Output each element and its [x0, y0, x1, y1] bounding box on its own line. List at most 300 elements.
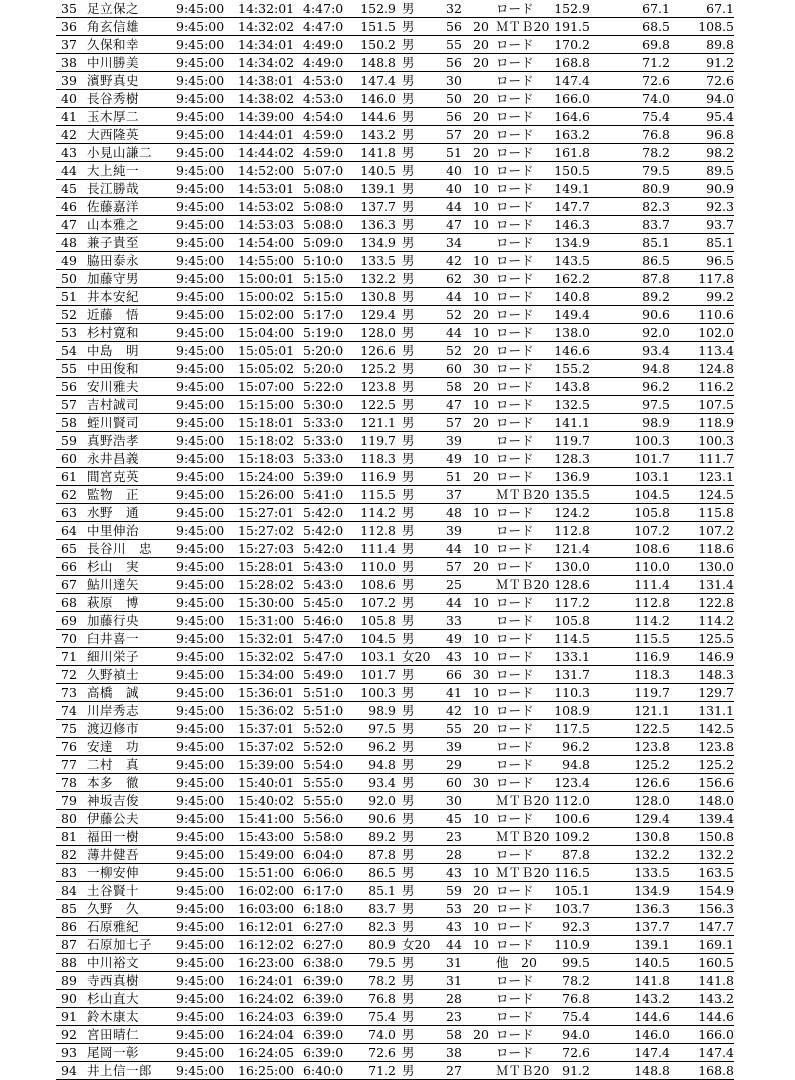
total-points-cell: 102.0	[698, 325, 734, 340]
rank-cell: 63	[61, 505, 77, 520]
sex-cell: 男	[402, 289, 415, 304]
score-cell: 97.5	[368, 721, 396, 736]
sex-cell: 男	[402, 613, 415, 628]
age-cell: 38	[446, 1045, 462, 1060]
age-bonus-cell: 10	[473, 865, 489, 880]
total-points-cell: 143.2	[698, 991, 734, 1006]
rank-cell: 93	[61, 1045, 77, 1060]
table-row	[56, 468, 734, 486]
sex-cell: 男	[402, 325, 415, 340]
points-cell: 103.1	[634, 469, 670, 484]
start-time-cell: 9:45:00	[176, 1009, 225, 1024]
table-row	[56, 126, 734, 144]
rank-cell: 50	[61, 271, 77, 286]
total-points-cell: 141.8	[698, 973, 734, 988]
bike-type-cell: ロード	[496, 271, 534, 286]
rank-cell: 82	[61, 847, 77, 862]
sex-cell: 男	[402, 919, 415, 934]
rank-cell: 52	[61, 307, 77, 322]
adjusted-score-cell: 131.7	[554, 667, 590, 682]
points-cell: 98.9	[642, 415, 670, 430]
adjusted-score-cell: 119.7	[554, 433, 590, 448]
elapsed-time-cell: 5:56:0	[303, 811, 344, 826]
start-time-cell: 9:45:00	[176, 595, 225, 610]
total-points-cell: 100.3	[698, 433, 734, 448]
points-cell: 87.8	[642, 271, 670, 286]
name-cell: 久保和幸	[87, 37, 140, 52]
total-points-cell: 123.8	[698, 739, 734, 754]
bike-type-cell: ロード	[496, 181, 534, 196]
adjusted-score-cell: 191.5	[554, 19, 590, 34]
adjusted-score-cell: 147.4	[554, 73, 590, 88]
total-points-cell: 99.2	[706, 289, 734, 304]
bike-type-cell: ロード	[496, 163, 534, 178]
bike-type-cell: ロード	[496, 703, 534, 718]
bike-type-cell: ロード	[496, 469, 534, 484]
name-cell: 本多 徹	[87, 775, 140, 790]
name-cell: 中川裕文	[87, 955, 140, 970]
age-bonus-cell: 20	[473, 109, 489, 124]
elapsed-time-cell: 4:54:0	[303, 109, 344, 124]
rank-cell: 79	[61, 793, 77, 808]
score-cell: 134.9	[360, 235, 396, 250]
start-time-cell: 9:45:00	[176, 865, 225, 880]
sex-cell: 男	[402, 847, 415, 862]
table-row	[56, 288, 734, 306]
elapsed-time-cell: 5:49:0	[303, 667, 344, 682]
start-time-cell: 9:45:00	[176, 1, 225, 16]
finish-time-cell: 15:43:00	[238, 829, 295, 844]
bike-type-cell: ロード	[496, 235, 534, 250]
score-cell: 78.2	[368, 973, 396, 988]
name-cell: 足立保之	[87, 1, 140, 16]
bike-type-cell: 他 20	[496, 955, 537, 970]
total-points-cell: 90.9	[706, 181, 734, 196]
adjusted-score-cell: 124.2	[554, 505, 590, 520]
bike-type-cell: ロード	[496, 919, 534, 934]
sex-cell: 男	[402, 199, 415, 214]
elapsed-time-cell: 4:49:0	[303, 55, 344, 70]
table-row	[56, 396, 734, 414]
score-cell: 75.4	[368, 1009, 396, 1024]
rank-cell: 84	[61, 883, 77, 898]
bike-type-cell: ロード	[496, 37, 534, 52]
age-cell: 40	[446, 163, 462, 178]
name-cell: 石原雅紀	[87, 919, 140, 934]
score-cell: 119.7	[360, 433, 396, 448]
name-cell: 渡辺修市	[87, 721, 140, 736]
age-cell: 44	[446, 937, 462, 952]
elapsed-time-cell: 5:07:0	[303, 163, 344, 178]
name-cell: 長谷川 忠	[87, 541, 153, 556]
start-time-cell: 9:45:00	[176, 991, 225, 1006]
points-cell: 116.9	[634, 649, 670, 664]
score-cell: 140.5	[360, 163, 396, 178]
age-cell: 50	[446, 91, 462, 106]
score-cell: 86.5	[368, 865, 396, 880]
score-cell: 146.0	[360, 91, 396, 106]
adjusted-score-cell: 170.2	[554, 37, 590, 52]
rank-cell: 88	[61, 955, 77, 970]
bike-type-cell: ロード	[496, 631, 534, 646]
name-cell: 宮田晴仁	[87, 1027, 140, 1042]
adjusted-score-cell: 94.0	[562, 1027, 590, 1042]
table-row	[56, 1008, 734, 1026]
name-cell: 中里伸治	[87, 523, 140, 538]
rank-cell: 86	[61, 919, 77, 934]
score-cell: 90.6	[368, 811, 396, 826]
name-cell: 大西隆英	[87, 127, 140, 142]
finish-time-cell: 15:34:00	[238, 667, 295, 682]
finish-time-cell: 15:30:00	[238, 595, 295, 610]
total-points-cell: 108.5	[698, 19, 734, 34]
adjusted-score-cell: 114.5	[554, 631, 590, 646]
name-cell: 井本安紀	[87, 289, 140, 304]
sex-cell: 男	[402, 307, 415, 322]
sex-cell: 男	[402, 433, 415, 448]
sex-cell: 男	[402, 55, 415, 70]
adjusted-score-cell: 110.9	[554, 937, 590, 952]
elapsed-time-cell: 5:33:0	[303, 415, 344, 430]
finish-time-cell: 16:12:01	[238, 919, 295, 934]
points-cell: 101.7	[634, 451, 670, 466]
elapsed-time-cell: 6:39:0	[303, 1009, 344, 1024]
points-cell: 79.5	[642, 163, 670, 178]
total-points-cell: 123.1	[698, 469, 734, 484]
sex-cell: 男	[402, 901, 415, 916]
table-row	[56, 828, 734, 846]
age-bonus-cell: 20	[473, 415, 489, 430]
table-row	[56, 936, 734, 954]
elapsed-time-cell: 6:06:0	[303, 865, 344, 880]
adjusted-score-cell: 149.4	[554, 307, 590, 322]
name-cell: 伊藤公夫	[87, 811, 140, 826]
score-cell: 110.0	[360, 559, 396, 574]
sex-cell: 男	[402, 991, 415, 1006]
adjusted-score-cell: 164.6	[554, 109, 590, 124]
age-cell: 27	[446, 1063, 462, 1078]
total-points-cell: 144.6	[698, 1009, 734, 1024]
points-cell: 100.3	[634, 433, 670, 448]
score-cell: 123.8	[360, 379, 396, 394]
name-cell: 長江勝哉	[87, 181, 140, 196]
sex-cell: 男	[402, 757, 415, 772]
age-bonus-cell: 10	[473, 199, 489, 214]
bike-type-cell: ロード	[496, 325, 534, 340]
start-time-cell: 9:45:00	[176, 343, 225, 358]
table-row	[56, 486, 734, 504]
name-cell: 真野浩孝	[87, 433, 140, 448]
finish-time-cell: 15:18:01	[238, 415, 295, 430]
age-cell: 57	[446, 559, 462, 574]
table-row	[56, 666, 734, 684]
elapsed-time-cell: 4:59:0	[303, 127, 344, 142]
sex-cell: 女20	[402, 937, 431, 952]
score-cell: 122.5	[360, 397, 396, 412]
points-cell: 114.2	[634, 613, 670, 628]
name-cell: 安達 功	[87, 739, 140, 754]
name-cell: 杉村寛和	[87, 325, 140, 340]
score-cell: 147.4	[360, 73, 396, 88]
score-cell: 141.8	[360, 145, 396, 160]
rank-cell: 55	[61, 361, 77, 376]
bike-type-cell: ロード	[496, 721, 534, 736]
sex-cell: 男	[402, 73, 415, 88]
rank-cell: 74	[61, 703, 77, 718]
name-cell: 安川雅夫	[87, 379, 140, 394]
table-row	[56, 918, 734, 936]
sex-cell: 男	[402, 235, 415, 250]
age-cell: 34	[446, 235, 462, 250]
sex-cell: 男	[402, 379, 415, 394]
adjusted-score-cell: 91.2	[562, 1063, 590, 1078]
bike-type-cell: ロード	[496, 451, 534, 466]
name-cell: 尾岡一彰	[87, 1045, 140, 1060]
total-points-cell: 91.2	[706, 55, 734, 70]
age-bonus-cell: 10	[473, 289, 489, 304]
name-cell: 長谷秀樹	[87, 91, 140, 106]
rank-cell: 65	[61, 541, 77, 556]
finish-time-cell: 15:02:00	[238, 307, 295, 322]
rank-cell: 64	[61, 523, 77, 538]
age-cell: 55	[446, 721, 462, 736]
name-cell: 鮎川達矢	[87, 577, 140, 592]
table-row	[56, 72, 734, 90]
age-cell: 28	[446, 991, 462, 1006]
table-row	[56, 504, 734, 522]
sex-cell: 男	[402, 559, 415, 574]
adjusted-score-cell: 72.6	[562, 1045, 590, 1060]
adjusted-score-cell: 87.8	[562, 847, 590, 862]
sex-cell: 男	[402, 397, 415, 412]
age-cell: 56	[446, 55, 462, 70]
age-cell: 51	[446, 145, 462, 160]
adjusted-score-cell: 108.9	[554, 703, 590, 718]
score-cell: 126.6	[360, 343, 396, 358]
elapsed-time-cell: 6:38:0	[303, 955, 344, 970]
bike-type-cell: ロード	[496, 757, 534, 772]
rank-cell: 59	[61, 433, 77, 448]
age-bonus-cell: 10	[473, 397, 489, 412]
rank-cell: 68	[61, 595, 77, 610]
score-cell: 118.3	[360, 451, 396, 466]
elapsed-time-cell: 6:39:0	[303, 1045, 344, 1060]
elapsed-time-cell: 5:51:0	[303, 703, 344, 718]
points-cell: 90.6	[642, 307, 670, 322]
total-points-cell: 160.5	[698, 955, 734, 970]
sex-cell: 男	[402, 973, 415, 988]
start-time-cell: 9:45:00	[176, 811, 225, 826]
score-cell: 139.1	[360, 181, 396, 196]
points-cell: 112.8	[634, 595, 670, 610]
finish-time-cell: 14:34:01	[238, 37, 295, 52]
finish-time-cell: 15:26:00	[238, 487, 295, 502]
sex-cell: 男	[402, 19, 415, 34]
age-cell: 66	[446, 667, 462, 682]
name-cell: 脇田泰永	[87, 253, 140, 268]
sex-cell: 男	[402, 361, 415, 376]
sex-cell: 男	[402, 541, 415, 556]
sex-cell: 男	[402, 109, 415, 124]
name-cell: 小見山謙二	[87, 145, 153, 160]
age-cell: 51	[446, 469, 462, 484]
points-cell: 96.2	[642, 379, 670, 394]
name-cell: 土谷賢十	[87, 883, 140, 898]
finish-time-cell: 15:37:01	[238, 721, 295, 736]
bike-type-cell: ＭＴＢ20	[496, 19, 550, 34]
elapsed-time-cell: 5:51:0	[303, 685, 344, 700]
rank-cell: 54	[61, 343, 77, 358]
elapsed-time-cell: 5:47:0	[303, 649, 344, 664]
score-cell: 72.6	[368, 1045, 396, 1060]
table-row	[56, 270, 734, 288]
elapsed-time-cell: 4:59:0	[303, 145, 344, 160]
adjusted-score-cell: 155.2	[554, 361, 590, 376]
adjusted-score-cell: 96.2	[562, 739, 590, 754]
score-cell: 152.9	[360, 1, 396, 16]
adjusted-score-cell: 94.8	[562, 757, 590, 772]
age-bonus-cell: 30	[473, 271, 489, 286]
rank-cell: 46	[61, 199, 77, 214]
adjusted-score-cell: 140.8	[554, 289, 590, 304]
score-cell: 105.8	[360, 613, 396, 628]
name-cell: 角玄信雄	[87, 19, 140, 34]
score-cell: 103.1	[360, 649, 396, 664]
name-cell: 中川勝美	[87, 55, 140, 70]
age-bonus-cell: 20	[473, 721, 489, 736]
rank-cell: 90	[61, 991, 77, 1006]
table-row	[56, 648, 734, 666]
points-cell: 139.1	[634, 937, 670, 952]
score-cell: 80.9	[368, 937, 396, 952]
age-cell: 58	[446, 1027, 462, 1042]
score-cell: 121.1	[360, 415, 396, 430]
total-points-cell: 118.6	[698, 541, 734, 556]
elapsed-time-cell: 5:19:0	[303, 325, 344, 340]
points-cell: 126.6	[634, 775, 670, 790]
finish-time-cell: 16:24:05	[238, 1045, 295, 1060]
total-points-cell: 111.7	[698, 451, 734, 466]
bike-type-cell: ロード	[496, 73, 534, 88]
points-cell: 115.5	[634, 631, 670, 646]
total-points-cell: 132.2	[698, 847, 734, 862]
adjusted-score-cell: 128.6	[554, 577, 590, 592]
name-cell: 福田一樹	[87, 829, 140, 844]
adjusted-score-cell: 123.4	[554, 775, 590, 790]
age-bonus-cell: 20	[473, 469, 489, 484]
age-bonus-cell: 10	[473, 163, 489, 178]
elapsed-time-cell: 5:33:0	[303, 451, 344, 466]
finish-time-cell: 15:05:02	[238, 361, 295, 376]
bike-type-cell: ＭＴＢ20	[496, 487, 550, 502]
finish-time-cell: 15:18:03	[238, 451, 295, 466]
score-cell: 98.9	[368, 703, 396, 718]
rank-cell: 58	[61, 415, 77, 430]
bike-type-cell: ロード	[496, 289, 534, 304]
score-cell: 115.5	[360, 487, 396, 502]
age-cell: 57	[446, 415, 462, 430]
adjusted-score-cell: 133.1	[554, 649, 590, 664]
total-points-cell: 147.7	[698, 919, 734, 934]
table-row	[56, 1062, 734, 1080]
table-row	[56, 774, 734, 792]
finish-time-cell: 15:37:02	[238, 739, 295, 754]
finish-time-cell: 16:25:00	[238, 1063, 295, 1078]
rank-cell: 47	[61, 217, 77, 232]
adjusted-score-cell: 128.3	[554, 451, 590, 466]
elapsed-time-cell: 5:17:0	[303, 307, 344, 322]
total-points-cell: 124.5	[698, 487, 734, 502]
finish-time-cell: 16:23:00	[238, 955, 295, 970]
finish-time-cell: 14:54:00	[238, 235, 295, 250]
age-cell: 59	[446, 883, 462, 898]
points-cell: 140.5	[634, 955, 670, 970]
bike-type-cell: ロード	[496, 433, 534, 448]
total-points-cell: 85.1	[706, 235, 734, 250]
table-row	[56, 414, 734, 432]
start-time-cell: 9:45:00	[176, 541, 225, 556]
adjusted-score-cell: 168.8	[554, 55, 590, 70]
bike-type-cell: ＭＴＢ20	[496, 577, 550, 592]
elapsed-time-cell: 4:53:0	[303, 91, 344, 106]
bike-type-cell: ＭＴＢ20	[496, 865, 550, 880]
age-bonus-cell: 20	[473, 127, 489, 142]
elapsed-time-cell: 5:15:0	[303, 289, 344, 304]
total-points-cell: 150.8	[698, 829, 734, 844]
age-bonus-cell: 10	[473, 919, 489, 934]
start-time-cell: 9:45:00	[176, 829, 225, 844]
table-row	[56, 540, 734, 558]
adjusted-score-cell: 109.2	[554, 829, 590, 844]
age-bonus-cell: 30	[473, 361, 489, 376]
start-time-cell: 9:45:00	[176, 523, 225, 538]
age-cell: 52	[446, 307, 462, 322]
bike-type-cell: ロード	[496, 505, 534, 520]
start-time-cell: 9:45:00	[176, 163, 225, 178]
total-points-cell: 168.8	[698, 1063, 734, 1078]
age-bonus-cell: 20	[473, 37, 489, 52]
elapsed-time-cell: 6:40:0	[303, 1063, 344, 1078]
finish-time-cell: 14:53:02	[238, 199, 295, 214]
score-cell: 151.5	[360, 19, 396, 34]
score-cell: 100.3	[360, 685, 396, 700]
age-cell: 56	[446, 109, 462, 124]
score-cell: 133.5	[360, 253, 396, 268]
rank-cell: 87	[61, 937, 77, 952]
age-cell: 48	[446, 505, 462, 520]
score-cell: 76.8	[368, 991, 396, 1006]
bike-type-cell: ロード	[496, 901, 534, 916]
points-cell: 121.1	[634, 703, 670, 718]
elapsed-time-cell: 5:52:0	[303, 739, 344, 754]
start-time-cell: 9:45:00	[176, 973, 225, 988]
name-cell: 川岸秀志	[87, 703, 140, 718]
finish-time-cell: 16:24:02	[238, 991, 295, 1006]
results-table	[56, 0, 734, 1080]
age-bonus-cell: 10	[473, 217, 489, 232]
age-cell: 29	[446, 757, 462, 772]
age-bonus-cell: 10	[473, 685, 489, 700]
adjusted-score-cell: 105.1	[554, 883, 590, 898]
sex-cell: 男	[402, 793, 415, 808]
score-cell: 137.7	[360, 199, 396, 214]
table-row	[56, 954, 734, 972]
table-row	[56, 54, 734, 72]
age-cell: 44	[446, 595, 462, 610]
finish-time-cell: 14:53:01	[238, 181, 295, 196]
points-cell: 128.0	[634, 793, 670, 808]
bike-type-cell: ＭＴＢ20	[496, 1063, 550, 1078]
